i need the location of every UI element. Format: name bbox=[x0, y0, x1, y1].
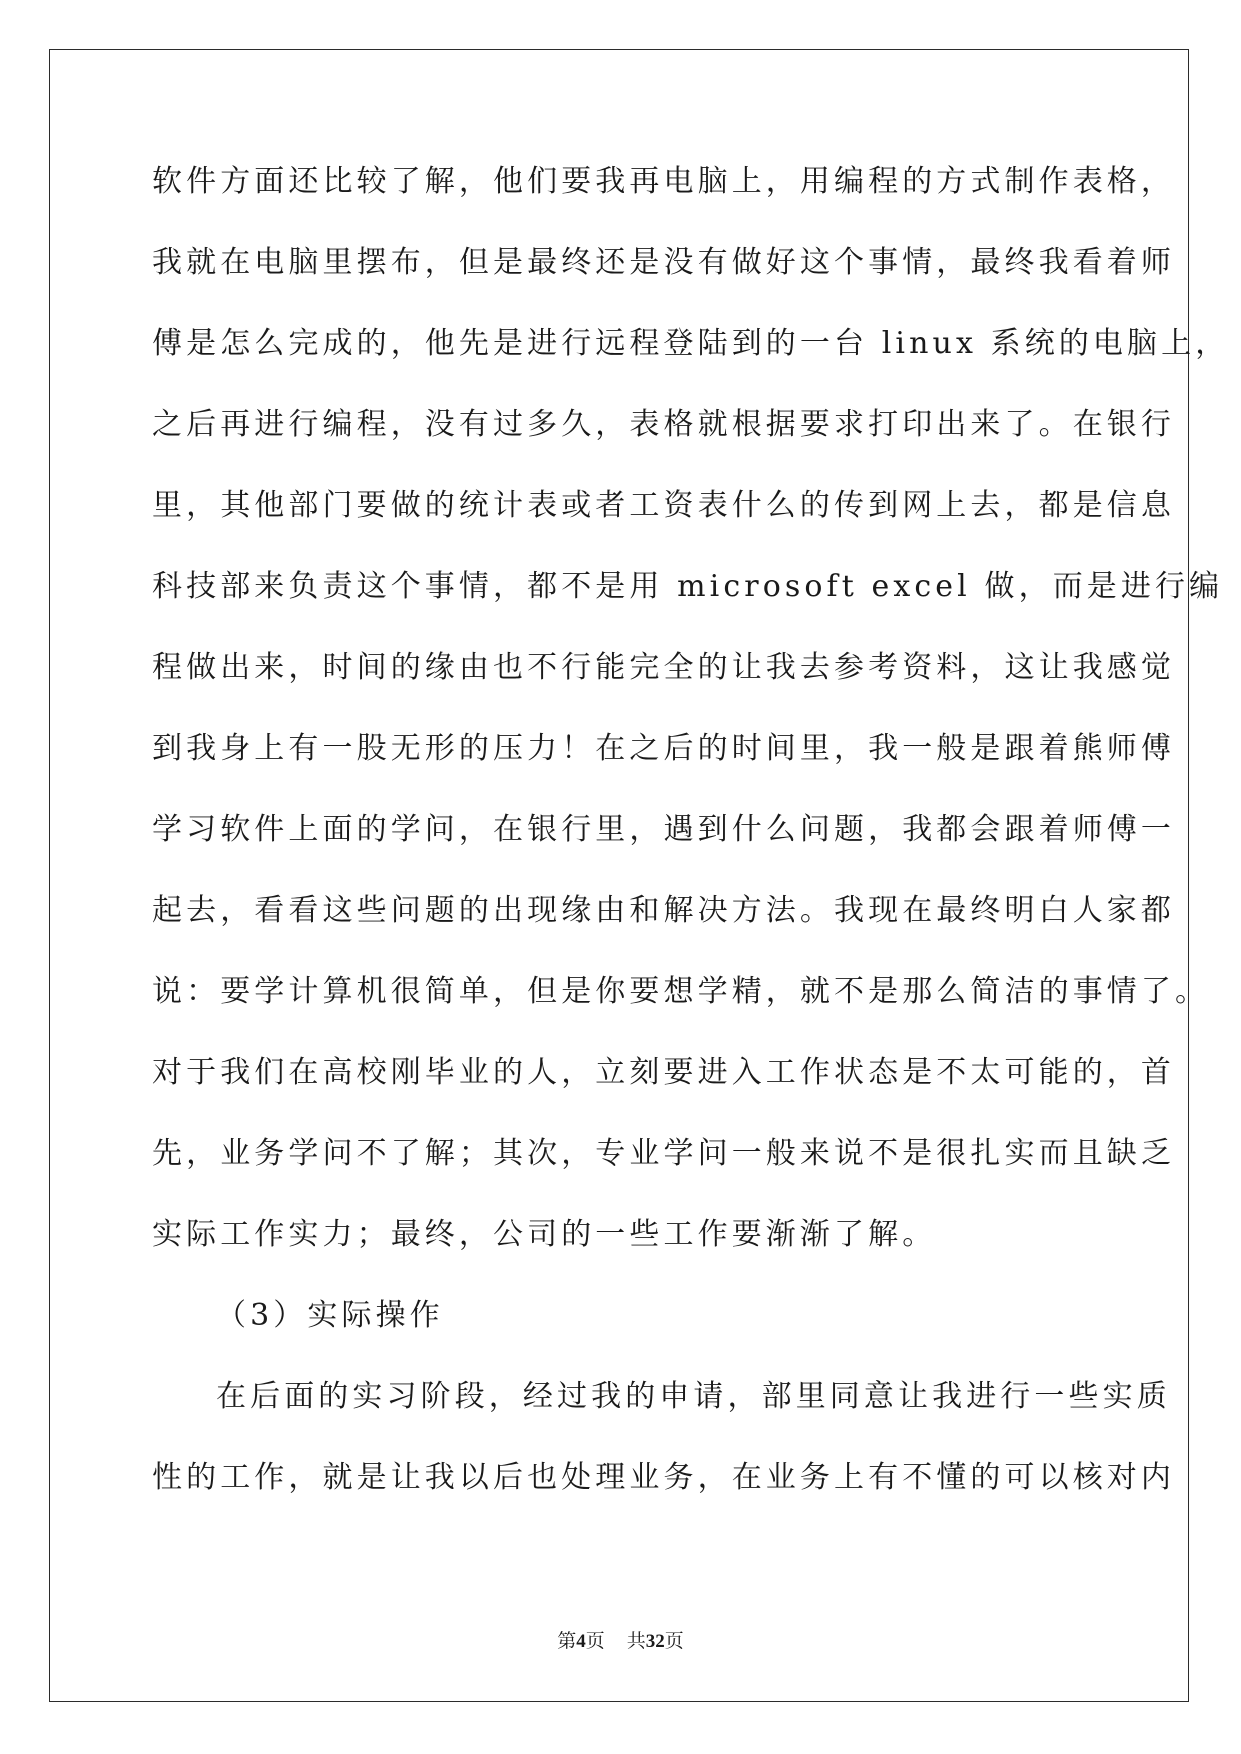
text-line: 里，其他部门要做的统计表或者工资表什么的传到网上去，都是信息 bbox=[152, 488, 1175, 523]
text-line: 性的工作，就是让我以后也处理业务，在业务上有不懂的可以核对内 bbox=[152, 1460, 1175, 1495]
page-number: 4 bbox=[576, 1631, 586, 1652]
text-line: 科技部来负责这个事情，都不是用 microsoft excel 做，而是进行编 bbox=[152, 569, 1224, 604]
total-pages: 32 bbox=[645, 1631, 665, 1652]
text-line: 学习软件上面的学问，在银行里，遇到什么问题，我都会跟着师傅一 bbox=[152, 812, 1175, 847]
text-line: 傅是怎么完成的，他先是进行远程登陆到的一台 linux 系统的电脑上， bbox=[152, 326, 1230, 361]
footer-total-prefix: 共 bbox=[626, 1631, 646, 1652]
text-line: 说：要学计算机很简单，但是你要想学精，就不是那么简洁的事情了。 bbox=[152, 974, 1210, 1009]
text-line: 软件方面还比较了解，他们要我再电脑上，用编程的方式制作表格， bbox=[152, 164, 1175, 199]
paragraph-first-line: 在后面的实习阶段，经过我的申请，部里同意让我进行一些实质 bbox=[216, 1379, 1171, 1414]
text-line: 对于我们在高校刚毕业的人，立刻要进入工作状态是不太可能的，首 bbox=[152, 1055, 1175, 1090]
text-line: 先，业务学问不了解；其次，专业学问一般来说不是很扎实而且缺乏 bbox=[152, 1136, 1175, 1171]
text-line: 实际工作实力；最终，公司的一些工作要渐渐了解。 bbox=[152, 1217, 937, 1252]
section-heading: （3）实际操作 bbox=[216, 1298, 444, 1333]
text-line: 起去，看看这些问题的出现缘由和解决方法。我现在最终明白人家都 bbox=[152, 893, 1175, 928]
text-line: 我就在电脑里摆布，但是最终还是没有做好这个事情，最终我看着师 bbox=[152, 245, 1175, 280]
text-line: 到我身上有一股无形的压力！在之后的时间里，我一般是跟着熊师傅 bbox=[152, 731, 1175, 766]
document-body bbox=[152, 162, 1230, 1539]
footer-page-suffix: 页 bbox=[585, 1631, 605, 1652]
footer-total-suffix: 页 bbox=[664, 1631, 684, 1652]
page-footer bbox=[0, 1626, 1241, 1653]
text-line: 之后再进行编程，没有过多久，表格就根据要求打印出来了。在银行 bbox=[152, 407, 1175, 442]
text-line: 程做出来，时间的缘由也不行能完全的让我去参考资料，这让我感觉 bbox=[152, 650, 1175, 685]
footer-prefix: 第 bbox=[557, 1631, 577, 1652]
